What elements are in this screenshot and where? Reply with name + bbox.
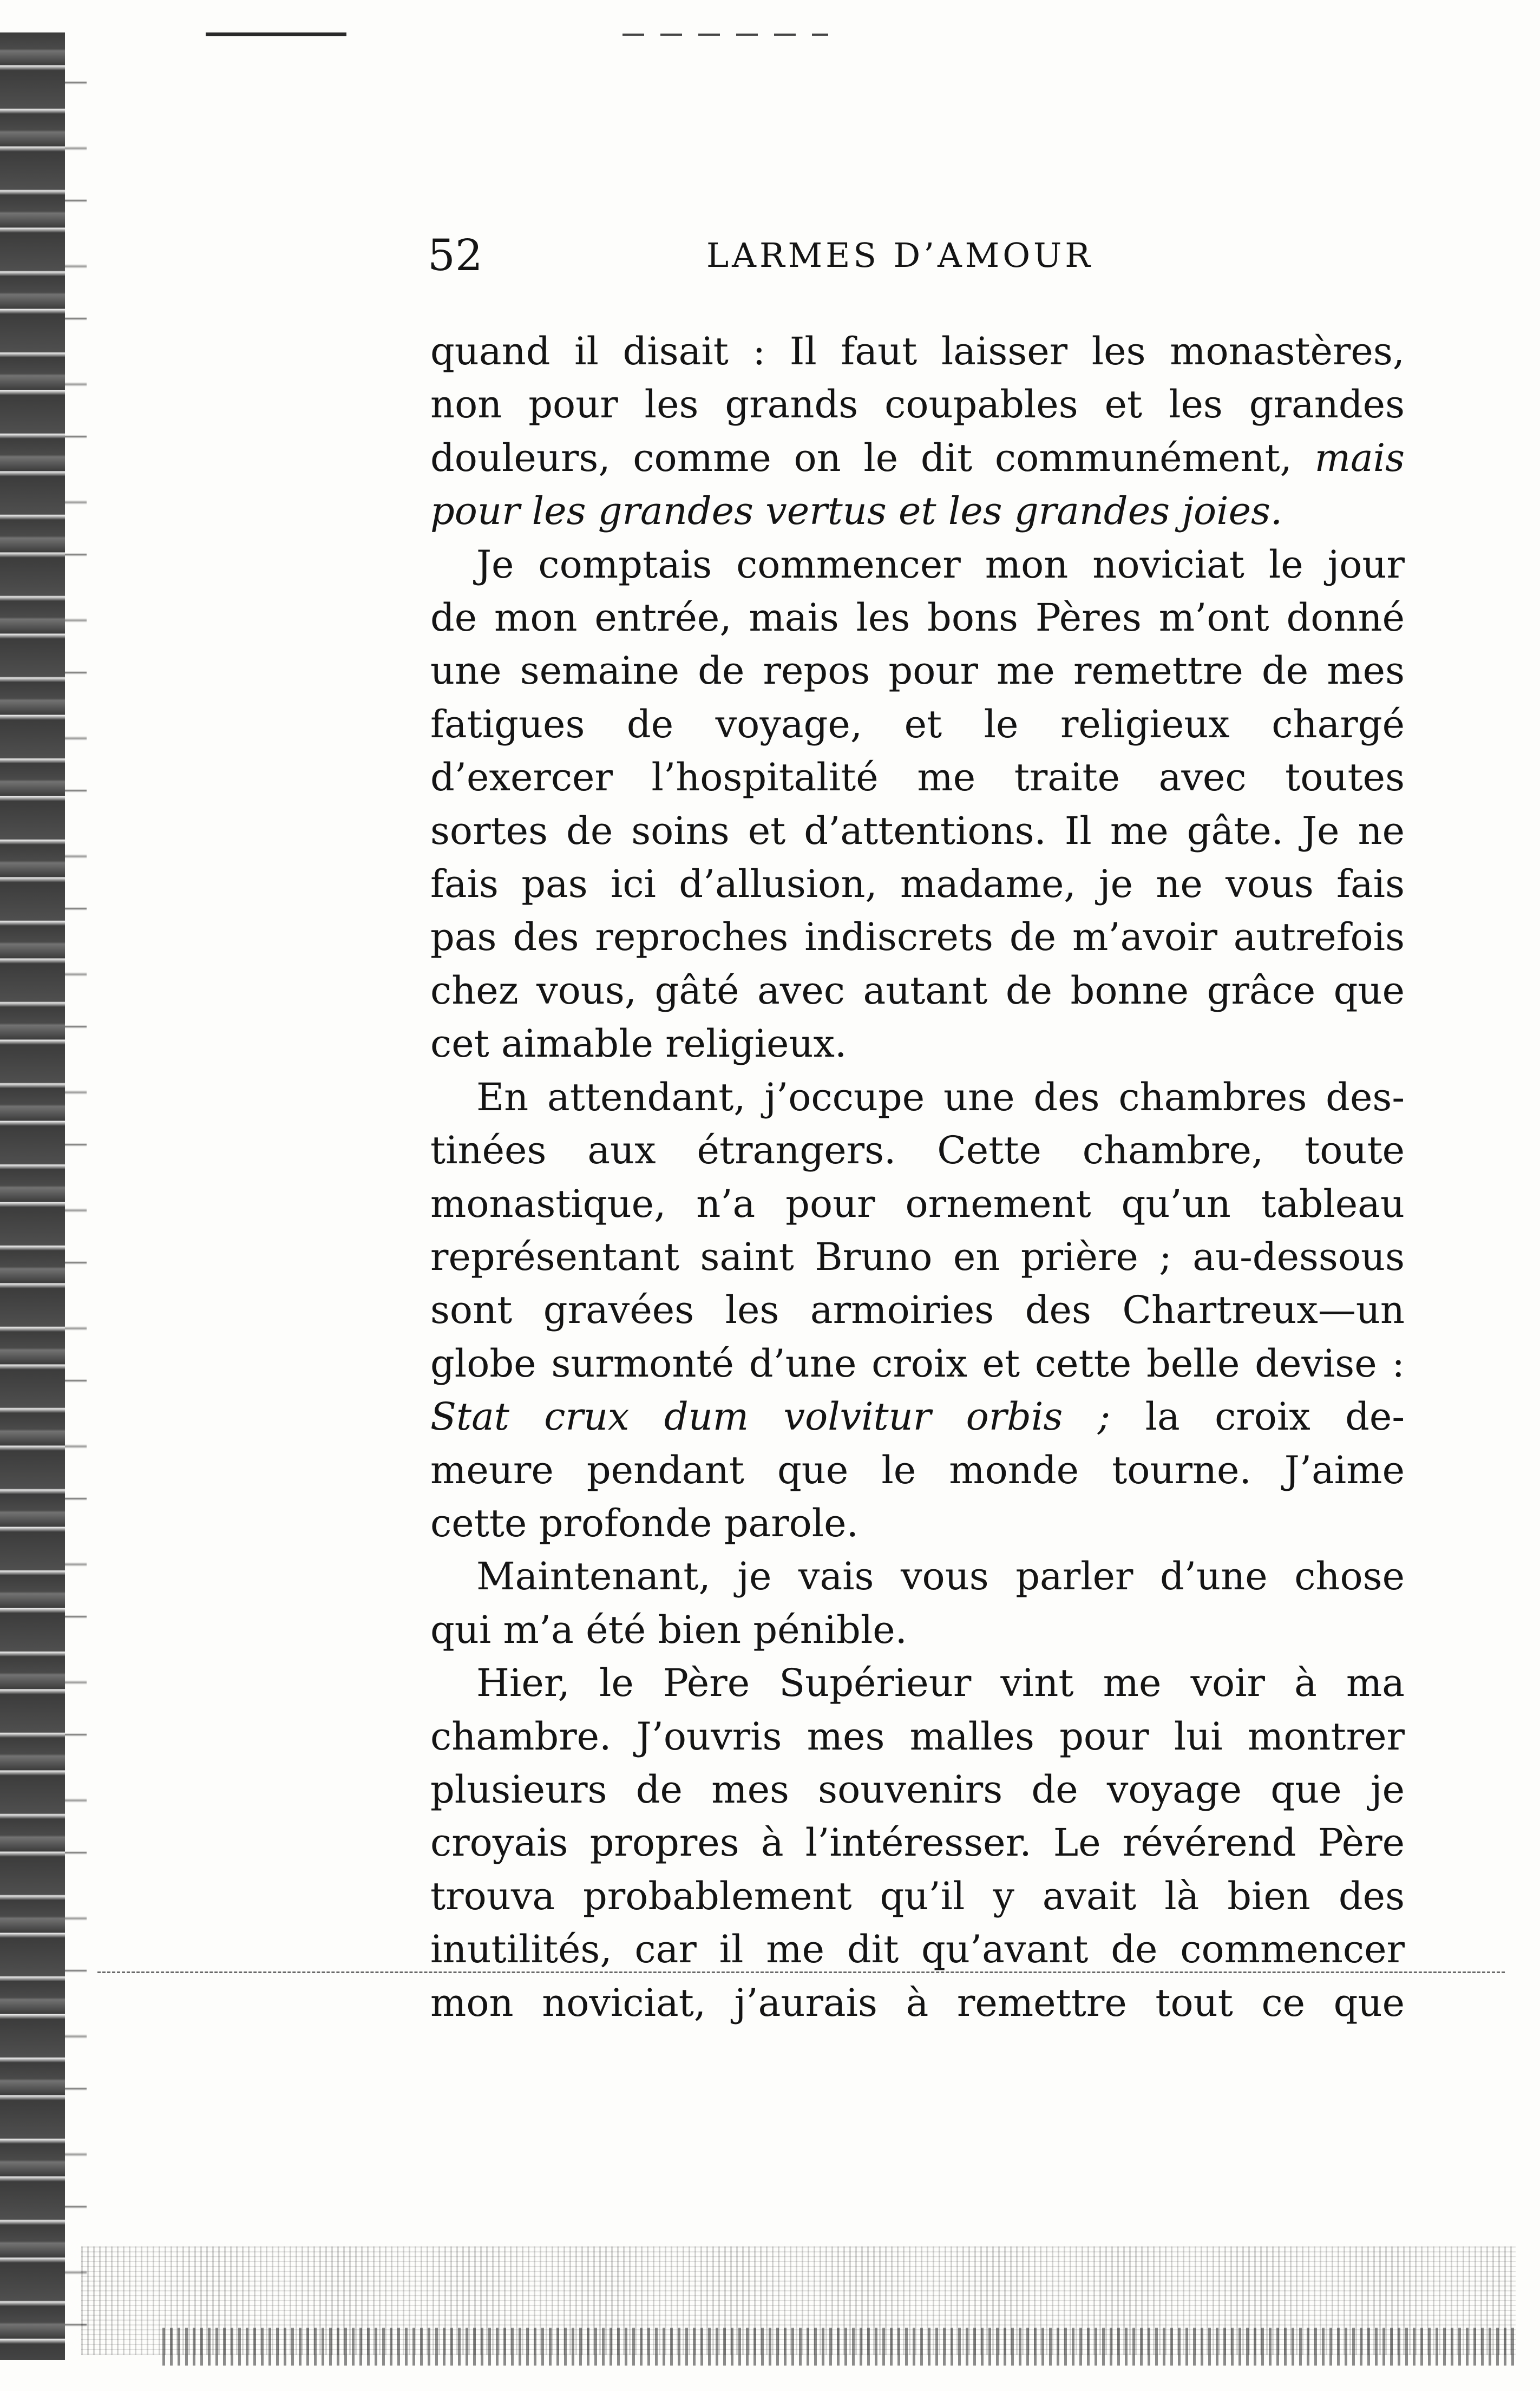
page-header <box>428 230 1418 290</box>
text-line-italic: pour les grandes vertus et les grandes joies. <box>430 489 1283 534</box>
text-line: tinées aux étrangers. Cette chambre, toute <box>430 1128 1405 1173</box>
text-line: quand il disait : Il faut laisser les monastères, <box>430 329 1405 374</box>
italic-fragment: Stat crux dum volvitur orbis ; <box>430 1394 1111 1439</box>
text-line: sortes de soins et d’attentions. Il me gâte. Je ne <box>430 808 1405 853</box>
paragraph <box>430 1071 1405 1550</box>
text-line: Hier, le Père Supérieur vint me voir à ma <box>476 1661 1405 1706</box>
text-line: d’exercer l’hospitalité me traite avec toutes <box>430 755 1405 800</box>
text-line: inutilités, car il me dit qu’avant de commencer <box>430 1927 1405 1972</box>
text-line: cette profonde parole. <box>430 1501 859 1545</box>
text-line: Maintenant, je vais vous parler d’une chose <box>476 1554 1405 1599</box>
text-line: de mon entrée, mais les bons Pères m’ont donné <box>430 595 1405 640</box>
italic-fragment: mais <box>1314 435 1405 480</box>
text-line-mixed: Stat crux dum volvitur orbis ; la croix de- <box>430 1394 1405 1439</box>
body-text <box>430 325 1405 2029</box>
paragraph <box>430 538 1405 1071</box>
scan-artifact-dashed-rule <box>97 1971 1505 1973</box>
text-line: cet aimable religieux. <box>430 1021 847 1066</box>
scan-binding-edge <box>0 32 65 2360</box>
text-line: chambre. J’ouvris mes malles pour lui montrer <box>430 1714 1405 1759</box>
text-line-mixed: douleurs, comme on le dit communément, mais <box>430 435 1405 480</box>
text-line: fais pas ici d’allusion, madame, je ne vous fais <box>430 862 1405 907</box>
text-line: globe surmonté d’une croix et cette belle devise : <box>430 1341 1405 1386</box>
scan-artifact-dashes <box>622 34 828 36</box>
text-line: qui m’a été bien pénible. <box>430 1607 907 1652</box>
text-line: trouva probablement qu’il y avait là bien des <box>430 1874 1405 1918</box>
text-line: sont gravées les armoiries des Chartreux—un <box>430 1288 1405 1333</box>
text-line: meure pendant que le monde tourne. J’aime <box>430 1447 1405 1492</box>
text-line: pas des reproches indiscrets de m’avoir autrefois <box>430 915 1405 960</box>
text-line: représentant saint Bruno en prière ; au-dessous <box>430 1234 1405 1279</box>
text-line: une semaine de repos pour me remettre de mes <box>430 648 1405 693</box>
text-line: Je comptais commencer mon noviciat le jour <box>476 542 1405 587</box>
page-number: 52 <box>428 230 483 280</box>
running-title: LARMES D’AMOUR <box>706 235 1093 275</box>
scan-artifact-line <box>206 32 346 36</box>
text-line: monastique, n’a pour ornement qu’un tableau <box>430 1181 1405 1226</box>
scan-binding-marks <box>65 32 87 2360</box>
paragraph <box>430 1656 1405 2029</box>
text-line: fatigues de voyage, et le religieux chargé <box>430 702 1405 746</box>
text-line: non pour les grands coupables et les grandes <box>430 382 1405 427</box>
scan-noise-bottom-edge <box>162 2328 1516 2366</box>
text-line: En attendant, j’occupe une des chambres des- <box>476 1075 1405 1119</box>
text-line: croyais propres à l’intéresser. Le révérend Père <box>430 1820 1405 1865</box>
text-line: chez vous, gâté avec autant de bonne grâce que <box>430 968 1405 1013</box>
paragraph <box>430 1550 1405 1656</box>
text-line: mon noviciat, j’aurais à remettre tout ce que <box>430 1980 1405 2025</box>
text-line: plusieurs de mes souvenirs de voyage que je <box>430 1767 1405 1812</box>
paragraph <box>430 325 1405 538</box>
